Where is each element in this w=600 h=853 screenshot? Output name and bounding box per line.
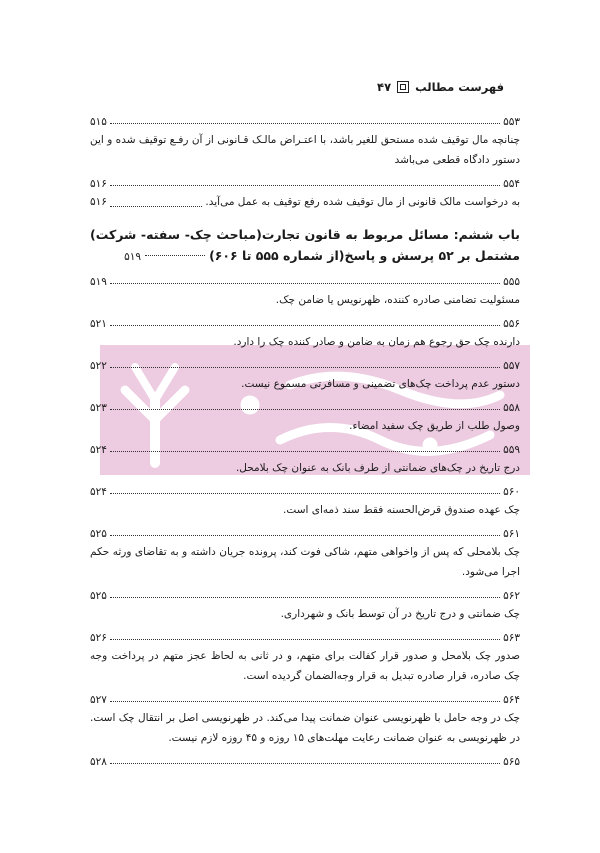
entry-page: ۵۲۵ [90, 590, 107, 602]
entry-number: ۵۵۷ [503, 360, 520, 372]
entry-number-line [90, 173, 520, 190]
dot-leader [110, 366, 500, 368]
square-ornament-icon [397, 81, 409, 93]
entry-text: چک ضمانتی و درج تاریخ در آن توسط بانک و شهرداری. [280, 608, 520, 620]
entry-text: دارنده چک حق رجوع هم زمان به ضامن و صادر کننده چک را دارد. [233, 336, 520, 348]
dot-leader [110, 492, 500, 494]
dot-leader [110, 122, 500, 124]
entry-number-line [90, 439, 520, 456]
entry-page: ۵۲۶ [90, 632, 107, 644]
entry-number: ۵۶۴ [503, 694, 520, 706]
entry-number: ۵۵۸ [503, 402, 520, 414]
dot-leader [110, 450, 500, 452]
entry-number-line [90, 271, 520, 288]
entry-text: درج تاریخ در چک‌های ضمانتی از طرف بانک به عنوان چک بلامحل. [235, 462, 520, 474]
entry-number-line [90, 627, 520, 644]
dot-leader [110, 700, 500, 702]
entry-text: چک در وجه حامل با ظهرنویسی عنوان ضمانت پیدا می‌کند. در ظهرنویسی اصل بر انتقال چک است. در ظهرنویسی به عنوان ضمانت رعایت مهلت‌های ۱۵ روزه و ۴۵ روزه لازم نیست. [90, 712, 520, 744]
header-title: فهرست مطالب [415, 80, 504, 94]
entry-page: ۵۲۴ [90, 444, 107, 456]
entry-number: ۵۶۰ [503, 486, 520, 498]
entry-page: ۵۲۴ [90, 486, 107, 498]
dot-leader [110, 184, 500, 186]
chapter-title: باب ششم: مسائل مربوط به قانون تجارت(مباحث چک- سفته- شرکت) مشتمل بر ۵۲ پرسش و پاسخ(از شماره ۵۵۵ تا ۶۰۶) [90, 227, 520, 263]
entry-number-line [90, 111, 520, 128]
entry-number-line [90, 523, 520, 540]
entry-number: ۵۵۶ [503, 318, 520, 330]
entry-page: ۵۲۸ [90, 756, 107, 768]
table-of-contents [90, 108, 520, 768]
dot-leader [110, 408, 500, 410]
dot-leader [110, 282, 500, 284]
entry-number-line [90, 481, 520, 498]
dot-leader [145, 255, 205, 256]
entry-number: ۵۵۴ [503, 178, 520, 190]
entry-text: چک بلامحلی که پس از واخواهی متهم، شاکی فوت کند، پرونده جریان داشته و به تقاضای ورثه حکم اجرا می‌شود. [90, 546, 520, 578]
dot-leader [110, 762, 500, 764]
entry-text: صدور چک بلامحل و صدور قرار کفالت برای متهم، و در ثانی به لحاظ عجز متهم در پرداخت وجه چک صادره، قرار صادره تبدیل به قرار وجه‌الضمان گردیده است. [90, 650, 520, 682]
entry-number-line [90, 689, 520, 706]
entry-page: ۵۲۵ [90, 528, 107, 540]
entry-number-line [90, 313, 520, 330]
entry-text: وصول طلب از طریق چک سفید امضاء. [349, 420, 520, 432]
entry-text: مسئولیت تضامنی صادره کننده، ظهرنویس یا ضامن چک. [275, 294, 520, 306]
entry-text: به درخواست مالک قانونی از مال توقیف شده رفع توقیف به عمل می‌آید. [205, 196, 520, 208]
dot-leader [110, 324, 500, 326]
entry-number-line [90, 397, 520, 414]
entry-page: ۵۱۶ [90, 178, 107, 190]
entry-number-line [90, 585, 520, 602]
chapter-heading [90, 224, 520, 268]
dot-leader [110, 205, 202, 207]
entry-text: دستور عدم پرداخت چک‌های تضمینی و مسافرتی مسموع نیست. [241, 378, 520, 390]
entry-number: ۵۶۳ [503, 632, 520, 644]
entry-page: ۵۱۹ [90, 276, 107, 288]
dot-leader [110, 534, 500, 536]
entry-text: چک عهده صندوق قرض‌الحسنه فقط سند ذمه‌ای است. [283, 504, 520, 516]
dot-leader [110, 638, 500, 640]
entry-text: چنانچه مال توقیف شده مستحق للغیر باشد، با اعتـراض مالـک قـانونی از آن رفـع توقیف شده و این دستور دادگاه قطعی می‌باشد [90, 134, 520, 166]
entry-number: ۵۵۵ [503, 276, 520, 288]
entry-number: ۵۵۹ [503, 444, 520, 456]
dot-leader [110, 596, 500, 598]
entry-number: ۵۶۲ [503, 590, 520, 602]
entry-page: ۵۲۷ [90, 694, 107, 706]
entry-number-line [90, 355, 520, 372]
toc-item-list [90, 271, 520, 768]
entry-text-line [90, 192, 520, 212]
entry-number: ۵۶۵ [503, 756, 520, 768]
header-page-number: ۴۷ [377, 80, 392, 94]
entry-page: ۵۱۵ [90, 116, 107, 128]
entry-page: ۵۲۲ [90, 360, 107, 372]
entry-number: ۵۵۳ [503, 116, 520, 128]
entry-number: ۵۶۱ [503, 528, 520, 540]
entry-page: ۵۲۱ [90, 318, 107, 330]
page-header [377, 80, 504, 94]
chapter-page: ۵۱۹ [124, 251, 142, 263]
entry-number-line [90, 751, 520, 768]
entry-page: ۵۲۳ [90, 402, 107, 414]
entry-page: ۵۱۶ [90, 196, 107, 208]
